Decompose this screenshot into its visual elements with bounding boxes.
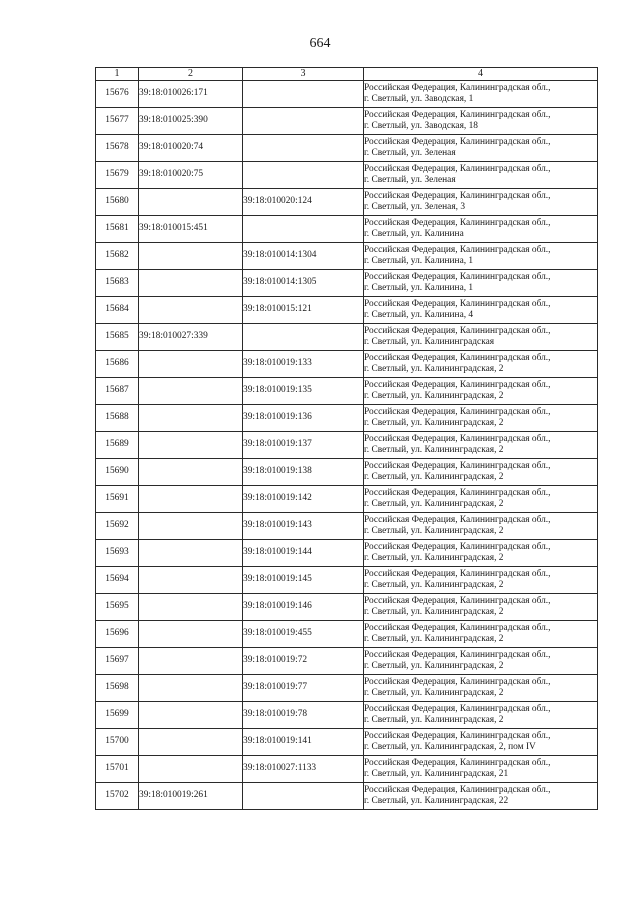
row-number: 15701 [96, 756, 139, 783]
address-line-2: г. Светлый, ул. Калининградская, 2 [364, 580, 504, 590]
address-line-2: г. Светлый, ул. Зеленая [364, 175, 456, 185]
address-line-2: г. Светлый, ул. Калининградская, 2 [364, 418, 504, 428]
row-number: 15678 [96, 135, 139, 162]
cadastral-number-col3: 39:18:010014:1305 [243, 270, 364, 297]
address-line-2: г. Светлый, ул. Калинина, 1 [364, 256, 474, 266]
address-cell [364, 297, 598, 324]
row-number: 15693 [96, 540, 139, 567]
address-line-1: Российская Федерация, Калининградская обл., [364, 271, 551, 282]
cadastral-number-col2 [139, 243, 243, 270]
cadastral-number-col3 [243, 324, 364, 351]
address-line-1: Российская Федерация, Калининградская обл., [364, 622, 551, 633]
cadastral-number-col3 [243, 108, 364, 135]
address-cell [364, 675, 598, 702]
cadastral-number-col2 [139, 486, 243, 513]
row-number: 15695 [96, 594, 139, 621]
address-cell [364, 540, 598, 567]
cadastral-number-col3: 39:18:010019:133 [243, 351, 364, 378]
cadastral-number-col3 [243, 162, 364, 189]
row-number: 15680 [96, 189, 139, 216]
address-cell [364, 594, 598, 621]
address-line-2: г. Светлый, ул. Калининградская, 2, пом IV [364, 742, 536, 752]
address-cell [364, 486, 598, 513]
table-row [96, 459, 598, 486]
row-number: 15684 [96, 297, 139, 324]
table-row [96, 621, 598, 648]
table-row [96, 351, 598, 378]
table-row [96, 405, 598, 432]
row-number: 15696 [96, 621, 139, 648]
table-row [96, 162, 598, 189]
address-line-2: г. Светлый, ул. Калининградская, 2 [364, 688, 504, 698]
cadastral-number-col2: 39:18:010026:171 [139, 81, 243, 108]
cadastral-number-col2 [139, 594, 243, 621]
address-cell [364, 81, 598, 108]
cadastral-number-col2 [139, 513, 243, 540]
cadastral-number-col2 [139, 432, 243, 459]
address-cell [364, 648, 598, 675]
address-line-2: г. Светлый, ул. Калининградская, 2 [364, 661, 504, 671]
address-cell [364, 270, 598, 297]
address-line-2: г. Светлый, ул. Калининградская, 2 [364, 553, 504, 563]
address-cell [364, 108, 598, 135]
address-line-2: г. Светлый, ул. Заводская, 1 [364, 94, 474, 104]
table-row [96, 432, 598, 459]
address-line-2: г. Светлый, ул. Калининградская, 2 [364, 499, 504, 509]
address-line-1: Российская Федерация, Калининградская обл., [364, 136, 551, 147]
address-cell [364, 459, 598, 486]
cadastral-number-col2 [139, 297, 243, 324]
address-line-1: Российская Федерация, Калининградская обл., [364, 406, 551, 417]
cadastral-number-col2 [139, 756, 243, 783]
table-row [96, 567, 598, 594]
cadastral-number-col3: 39:18:010020:124 [243, 189, 364, 216]
address-line-2: г. Светлый, ул. Зеленая [364, 148, 456, 158]
address-line-2: г. Светлый, ул. Калининградская, 2 [364, 526, 504, 536]
row-number: 15682 [96, 243, 139, 270]
address-line-2: г. Светлый, ул. Калининградская, 21 [364, 769, 509, 779]
address-cell [364, 324, 598, 351]
row-number: 15686 [96, 351, 139, 378]
cadastral-number-col2 [139, 540, 243, 567]
cadastral-number-col3: 39:18:010019:143 [243, 513, 364, 540]
address-line-1: Российская Федерация, Калининградская обл., [364, 298, 551, 309]
row-number: 15689 [96, 432, 139, 459]
row-number: 15698 [96, 675, 139, 702]
table-row [96, 189, 598, 216]
cadastral-number-col2: 39:18:010025:390 [139, 108, 243, 135]
cadastral-number-col3: 39:18:010014:1304 [243, 243, 364, 270]
table-row [96, 594, 598, 621]
table-row [96, 297, 598, 324]
address-cell [364, 432, 598, 459]
row-number: 15676 [96, 81, 139, 108]
cadastral-number-col2: 39:18:010027:339 [139, 324, 243, 351]
address-cell [364, 567, 598, 594]
address-cell [364, 162, 598, 189]
address-line-1: Российская Федерация, Калининградская обл., [364, 568, 551, 579]
row-number: 15687 [96, 378, 139, 405]
cadastral-number-col2: 39:18:010020:75 [139, 162, 243, 189]
address-line-2: г. Светлый, ул. Калининградская, 2 [364, 607, 504, 617]
column-header-1: 1 [96, 68, 139, 81]
address-line-1: Российская Федерация, Калининградская обл., [364, 784, 551, 795]
row-number: 15679 [96, 162, 139, 189]
cadastral-number-col3 [243, 81, 364, 108]
table-row [96, 324, 598, 351]
cadastral-number-col3: 39:18:010015:121 [243, 297, 364, 324]
address-line-1: Российская Федерация, Калининградская обл., [364, 595, 551, 606]
table-row [96, 756, 598, 783]
table-row [96, 675, 598, 702]
address-cell [364, 621, 598, 648]
cadastral-number-col3: 39:18:010019:77 [243, 675, 364, 702]
table-row [96, 702, 598, 729]
registry-body [96, 81, 598, 810]
cadastral-number-col3: 39:18:010019:137 [243, 432, 364, 459]
address-cell [364, 405, 598, 432]
registry-table [95, 67, 598, 810]
address-cell [364, 756, 598, 783]
row-number: 15677 [96, 108, 139, 135]
address-line-2: г. Светлый, ул. Калининградская, 2 [364, 391, 504, 401]
table-row [96, 513, 598, 540]
row-number: 15697 [96, 648, 139, 675]
table-row [96, 783, 598, 810]
address-cell [364, 378, 598, 405]
row-number: 15691 [96, 486, 139, 513]
column-header-3: 3 [243, 68, 364, 81]
address-line-1: Российская Федерация, Калининградская обл., [364, 514, 551, 525]
cadastral-number-col2: 39:18:010015:451 [139, 216, 243, 243]
page-number: 664 [309, 36, 331, 51]
cadastral-number-col3: 39:18:010019:135 [243, 378, 364, 405]
table-row [96, 243, 598, 270]
address-line-1: Российская Федерация, Калининградская обл., [364, 676, 551, 687]
address-line-2: г. Светлый, ул. Калининградская, 22 [364, 796, 509, 806]
cadastral-number-col2 [139, 405, 243, 432]
address-line-2: г. Светлый, ул. Калининградская, 2 [364, 364, 504, 374]
address-line-1: Российская Федерация, Калининградская обл., [364, 730, 551, 741]
address-line-1: Российская Федерация, Калининградская обл., [364, 190, 551, 201]
address-line-1: Российская Федерация, Калининградская обл., [364, 217, 551, 228]
cadastral-number-col3: 39:18:010019:72 [243, 648, 364, 675]
address-line-1: Российская Федерация, Калининградская обл., [364, 433, 551, 444]
cadastral-number-col2 [139, 621, 243, 648]
address-line-1: Российская Федерация, Калининградская обл., [364, 325, 551, 336]
table-row [96, 648, 598, 675]
cadastral-number-col3: 39:18:010027:1133 [243, 756, 364, 783]
address-line-2: г. Светлый, ул. Калининградская, 2 [364, 634, 504, 644]
address-cell [364, 189, 598, 216]
address-line-1: Российская Федерация, Калининградская обл., [364, 352, 551, 363]
address-cell [364, 729, 598, 756]
address-line-1: Российская Федерация, Калининградская обл., [364, 163, 551, 174]
row-number: 15685 [96, 324, 139, 351]
address-line-1: Российская Федерация, Калининградская обл., [364, 109, 551, 120]
cadastral-number-col3: 39:18:010019:455 [243, 621, 364, 648]
cadastral-number-col2 [139, 459, 243, 486]
cadastral-number-col2 [139, 729, 243, 756]
row-number: 15702 [96, 783, 139, 810]
cadastral-number-col3: 39:18:010019:144 [243, 540, 364, 567]
cadastral-number-col3: 39:18:010019:142 [243, 486, 364, 513]
cadastral-number-col2: 39:18:010020:74 [139, 135, 243, 162]
row-number: 15688 [96, 405, 139, 432]
row-number: 15690 [96, 459, 139, 486]
cadastral-number-col3: 39:18:010019:145 [243, 567, 364, 594]
address-line-1: Российская Федерация, Калининградская обл., [364, 460, 551, 471]
address-line-2: г. Светлый, ул. Зеленая, 3 [364, 202, 466, 212]
cadastral-number-col2 [139, 378, 243, 405]
cadastral-number-col3: 39:18:010019:141 [243, 729, 364, 756]
address-line-1: Российская Федерация, Калининградская обл., [364, 487, 551, 498]
table-row [96, 216, 598, 243]
cadastral-number-col2 [139, 648, 243, 675]
address-cell [364, 783, 598, 810]
table-row [96, 108, 598, 135]
address-line-1: Российская Федерация, Калининградская обл., [364, 82, 551, 93]
address-line-1: Российская Федерация, Калининградская обл., [364, 703, 551, 714]
table-row [96, 378, 598, 405]
address-line-2: г. Светлый, ул. Калинина, 4 [364, 310, 474, 320]
address-cell [364, 513, 598, 540]
row-number: 15700 [96, 729, 139, 756]
row-number: 15681 [96, 216, 139, 243]
cadastral-number-col2: 39:18:010019:261 [139, 783, 243, 810]
address-cell [364, 351, 598, 378]
address-line-2: г. Светлый, ул. Калининградская, 2 [364, 472, 504, 482]
table-row [96, 135, 598, 162]
address-cell [364, 135, 598, 162]
table-row [96, 270, 598, 297]
address-cell [364, 243, 598, 270]
column-header-4: 4 [364, 68, 598, 81]
cadastral-number-col2 [139, 567, 243, 594]
address-line-2: г. Светлый, ул. Калинина [364, 229, 464, 239]
address-line-2: г. Светлый, ул. Калининградская [364, 337, 495, 347]
row-number: 15694 [96, 567, 139, 594]
address-line-1: Российская Федерация, Калининградская обл., [364, 541, 551, 552]
address-line-2: г. Светлый, ул. Калининградская, 2 [364, 715, 504, 725]
address-line-2: г. Светлый, ул. Калининградская, 2 [364, 445, 504, 455]
table-row [96, 540, 598, 567]
address-line-2: г. Светлый, ул. Заводская, 18 [364, 121, 478, 131]
address-line-1: Российская Федерация, Калининградская обл., [364, 757, 551, 768]
table-row [96, 81, 598, 108]
cadastral-number-col2 [139, 270, 243, 297]
address-line-1: Российская Федерация, Калининградская обл., [364, 244, 551, 255]
column-header-row [96, 68, 598, 81]
column-header-2: 2 [139, 68, 243, 81]
cadastral-number-col3: 39:18:010019:138 [243, 459, 364, 486]
address-line-1: Российская Федерация, Калининградская обл., [364, 379, 551, 390]
cadastral-number-col3 [243, 783, 364, 810]
cadastral-number-col2 [139, 351, 243, 378]
address-cell [364, 702, 598, 729]
cadastral-number-col3: 39:18:010019:136 [243, 405, 364, 432]
table-row [96, 729, 598, 756]
cadastral-number-col3 [243, 135, 364, 162]
row-number: 15683 [96, 270, 139, 297]
cadastral-number-col3: 39:18:010019:146 [243, 594, 364, 621]
cadastral-number-col3 [243, 216, 364, 243]
row-number: 15699 [96, 702, 139, 729]
cadastral-number-col2 [139, 189, 243, 216]
table-row [96, 486, 598, 513]
row-number: 15692 [96, 513, 139, 540]
cadastral-number-col2 [139, 675, 243, 702]
address-cell [364, 216, 598, 243]
cadastral-number-col2 [139, 702, 243, 729]
cadastral-number-col3: 39:18:010019:78 [243, 702, 364, 729]
address-line-1: Российская Федерация, Калининградская обл., [364, 649, 551, 660]
address-line-2: г. Светлый, ул. Калинина, 1 [364, 283, 474, 293]
